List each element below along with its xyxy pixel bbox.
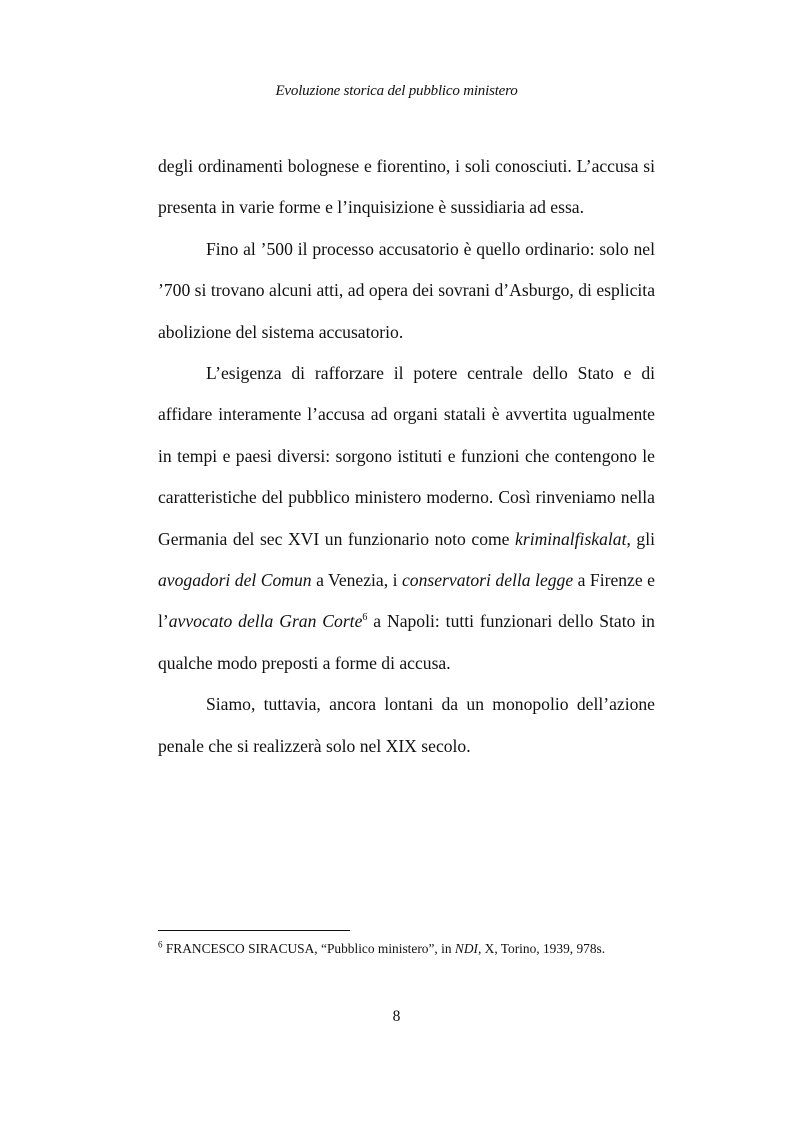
paragraph-3-text-5: a Napoli: tutti funzionari dello Stato in qualche modo preposti a forme di accusa.: [158, 611, 655, 673]
paragraph-3-text-2: , gli: [626, 528, 655, 549]
paragraph-4: Siamo, tuttavia, ancora lontani da un monopolio dell’azione penale che si realizzerà solo nel XIX secolo.: [158, 694, 655, 756]
paragraph-3-text-3: a Venezia, i: [311, 570, 402, 591]
footnote-text-before: FRANCESCO SIRACUSA, “Pubblico ministero”, in: [162, 941, 455, 956]
term-avogadori: avogadori del Comun: [158, 570, 312, 591]
paragraph-3-text-4: a Firenze e l’: [158, 570, 655, 632]
paragraph-2: Fino al ’500 il processo accusatorio è quello ordinario: solo nel ’700 si trovano alcuni atti, ad opera dei sovrani d’Asburgo, di esplicita abolizione del sistema accusatorio.: [158, 238, 655, 342]
footnote-number: 6: [158, 939, 163, 950]
paragraph-1: degli ordinamenti bolognese e fiorentino, i soli conosciuti. L’accusa si presenta in varie forme e l’inquisizione è sussidiaria ad essa.: [158, 156, 655, 218]
footnote-text-after: , X, Torino, 1939, 978s.: [477, 941, 606, 956]
footnote-separator: [158, 930, 350, 931]
paragraph-3-text-1: L’esigenza di rafforzare il potere centrale dello Stato e di affidare interamente l’accusa ad organi statali è avvertita ugualmente in tempi e paesi diversi: sorgono istituti e funzioni che contengono le caratteristiche del pubblico ministero moderno. Così rinveniamo nella Germania del sec XVI un funzionario noto come: [158, 363, 655, 549]
term-kriminalfiskalat: kriminalfiskalat: [515, 528, 627, 549]
footnote-source: NDI: [454, 941, 478, 956]
paragraph-3: [158, 353, 655, 684]
running-header: Evoluzione storica del pubblico ministero: [275, 83, 518, 99]
footnote-reference[interactable]: 6: [362, 612, 368, 624]
term-conservatori: conservatori della legge: [401, 570, 574, 591]
page-number: 8: [392, 1008, 401, 1025]
term-avvocato: avvocato della Gran Corte: [168, 611, 363, 632]
footnote: [158, 940, 655, 958]
body-text: [158, 146, 655, 767]
